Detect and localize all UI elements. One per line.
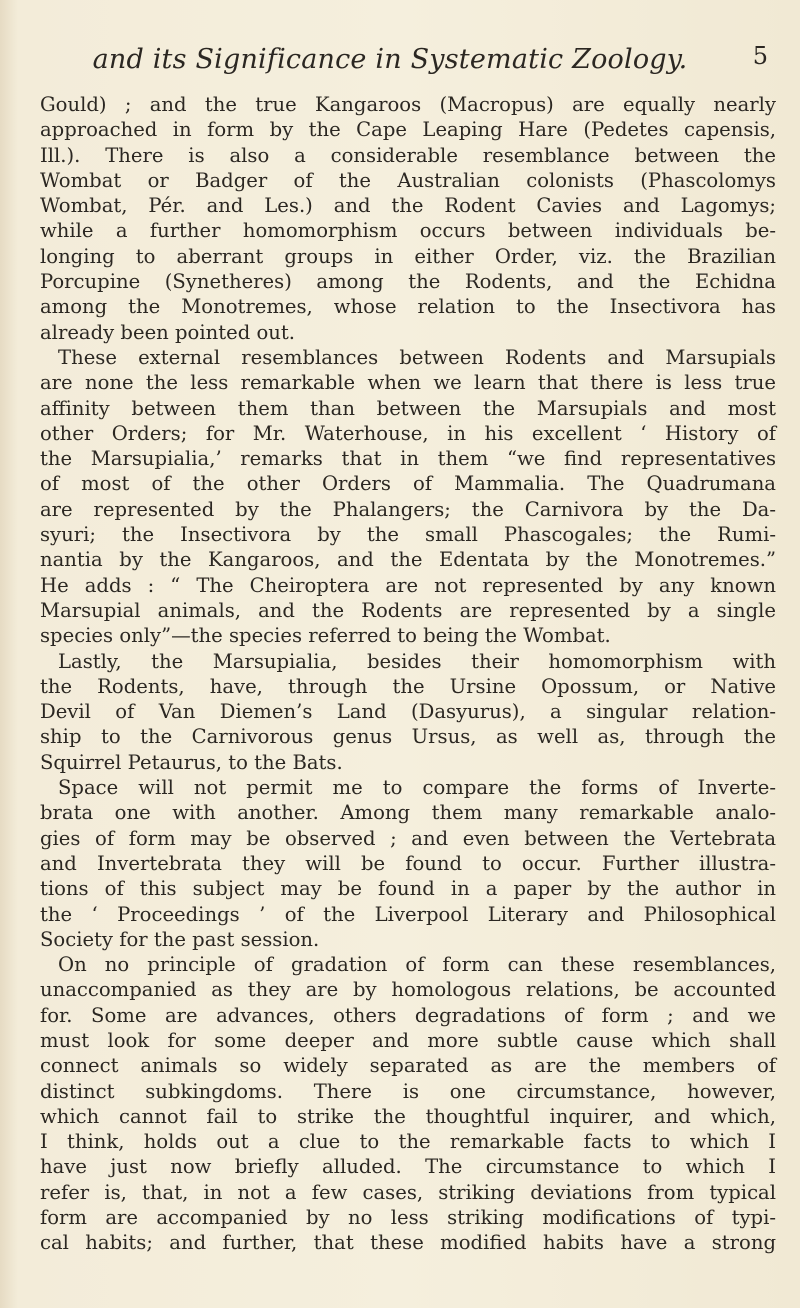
text-line: longing to aberrant groups in either Order, viz. the Brazilian bbox=[40, 244, 776, 268]
text-line: nantia by the Kangaroos, and the Edentata by the Monotremes.” bbox=[40, 548, 776, 572]
text-line: species only”—the species referred to being the Wombat. bbox=[40, 624, 611, 648]
text-line: I think, holds out a clue to the remarkable facts to which I bbox=[40, 1130, 776, 1154]
text-line: affinity between them than between the Marsupials and most bbox=[40, 396, 776, 420]
text-line: unaccompanied as they are by homologous relations, be accounted bbox=[40, 978, 776, 1002]
text-line: Lastly, the Marsupialia, besides their homomorphism with bbox=[58, 649, 776, 673]
text-line: Ill.). There is also a considerable resemblance between the bbox=[40, 143, 776, 167]
text-line: Society for the past session. bbox=[40, 927, 320, 951]
text-line: brata one with another. Among them many remarkable analo- bbox=[40, 801, 776, 825]
page-header bbox=[60, 44, 780, 84]
text-line: cal habits; and further, that these modified habits have a strong bbox=[40, 1231, 776, 1255]
text-line: tions of this subject may be found in a paper by the author in bbox=[40, 877, 776, 901]
text-line: form are accompanied by no less striking modifications of typi- bbox=[40, 1206, 776, 1230]
text-line: Porcupine (Synetheres) among the Rodents, and the Echidna bbox=[40, 270, 776, 294]
text-line: the ‘ Proceedings ’ of the Liverpool Literary and Philosophical bbox=[40, 902, 776, 926]
text-line: are represented by the Phalangers; the Carnivora by the Da- bbox=[40, 497, 776, 521]
text-line: already been pointed out. bbox=[40, 320, 295, 344]
text-line: distinct subkingdoms. There is one circumstance, however, bbox=[40, 1079, 776, 1103]
text-line: have just now briefly alluded. The circumstance to which I bbox=[40, 1155, 776, 1179]
text-line: refer is, that, in not a few cases, striking deviations from typical bbox=[40, 1180, 776, 1204]
text-line: gies of form may be observed ; and even between the Vertebrata bbox=[40, 826, 776, 850]
text-line: syuri; the Insectivora by the small Phascogales; the Rumi- bbox=[40, 523, 776, 547]
running-title: and its Significance in Systematic Zoology. bbox=[92, 44, 688, 75]
text-line: On no principle of gradation of form can these resemblances, bbox=[58, 953, 776, 977]
body-text bbox=[40, 92, 776, 1256]
text-line: the Rodents, have, through the Ursine Opossum, or Native bbox=[40, 674, 776, 698]
text-line: connect animals so widely separated as are the members of bbox=[40, 1054, 776, 1078]
text-line: Wombat, Pér. and Les.) and the Rodent Cavies and Lagomys; bbox=[40, 194, 776, 218]
text-line: approached in form by the Cape Leaping Hare (Pedetes capensis, bbox=[40, 118, 776, 142]
text-line: Squirrel Petaurus, to the Bats. bbox=[40, 750, 343, 774]
text-line: He adds : “ The Cheiroptera are not represented by any known bbox=[40, 573, 776, 597]
text-line: must look for some deeper and more subtle cause which shall bbox=[40, 1028, 776, 1052]
text-line: Gould) ; and the true Kangaroos (Macropus) are equally nearly bbox=[40, 93, 776, 116]
text-line: which cannot fail to strike the thoughtful inquirer, and which, bbox=[40, 1104, 776, 1128]
text-line: Marsupial animals, and the Rodents are represented by a single bbox=[40, 598, 776, 622]
text-line: Space will not permit me to compare the forms of Inverte- bbox=[58, 776, 776, 800]
page-number: 5 bbox=[752, 42, 768, 70]
text-line: the Marsupialia,’ remarks that in them “we find representatives bbox=[40, 447, 776, 471]
text-line: and Invertebrata they will be found to occur. Further illustra- bbox=[40, 851, 776, 875]
text-line: These external resemblances between Rodents and Marsupials bbox=[58, 345, 776, 369]
text-line: Devil of Van Diemen’s Land (Dasyurus), a singular relation- bbox=[40, 700, 776, 724]
text-line: while a further homomorphism occurs between individuals be- bbox=[40, 219, 776, 243]
text-line: for. Some are advances, others degradations of form ; and we bbox=[40, 1003, 776, 1027]
text-line: other Orders; for Mr. Waterhouse, in his excellent ‘ History of bbox=[40, 421, 776, 445]
text-line: of most of the other Orders of Mammalia. The Quadrumana bbox=[40, 472, 776, 496]
text-line: are none the less remarkable when we learn that there is less true bbox=[40, 371, 776, 395]
text-line: among the Monotremes, whose relation to the Insectivora has bbox=[40, 295, 776, 319]
text-line: ship to the Carnivorous genus Ursus, as well as, through the bbox=[40, 725, 776, 749]
text-line: Wombat or Badger of the Australian colonists (Phascolomys bbox=[40, 168, 776, 192]
